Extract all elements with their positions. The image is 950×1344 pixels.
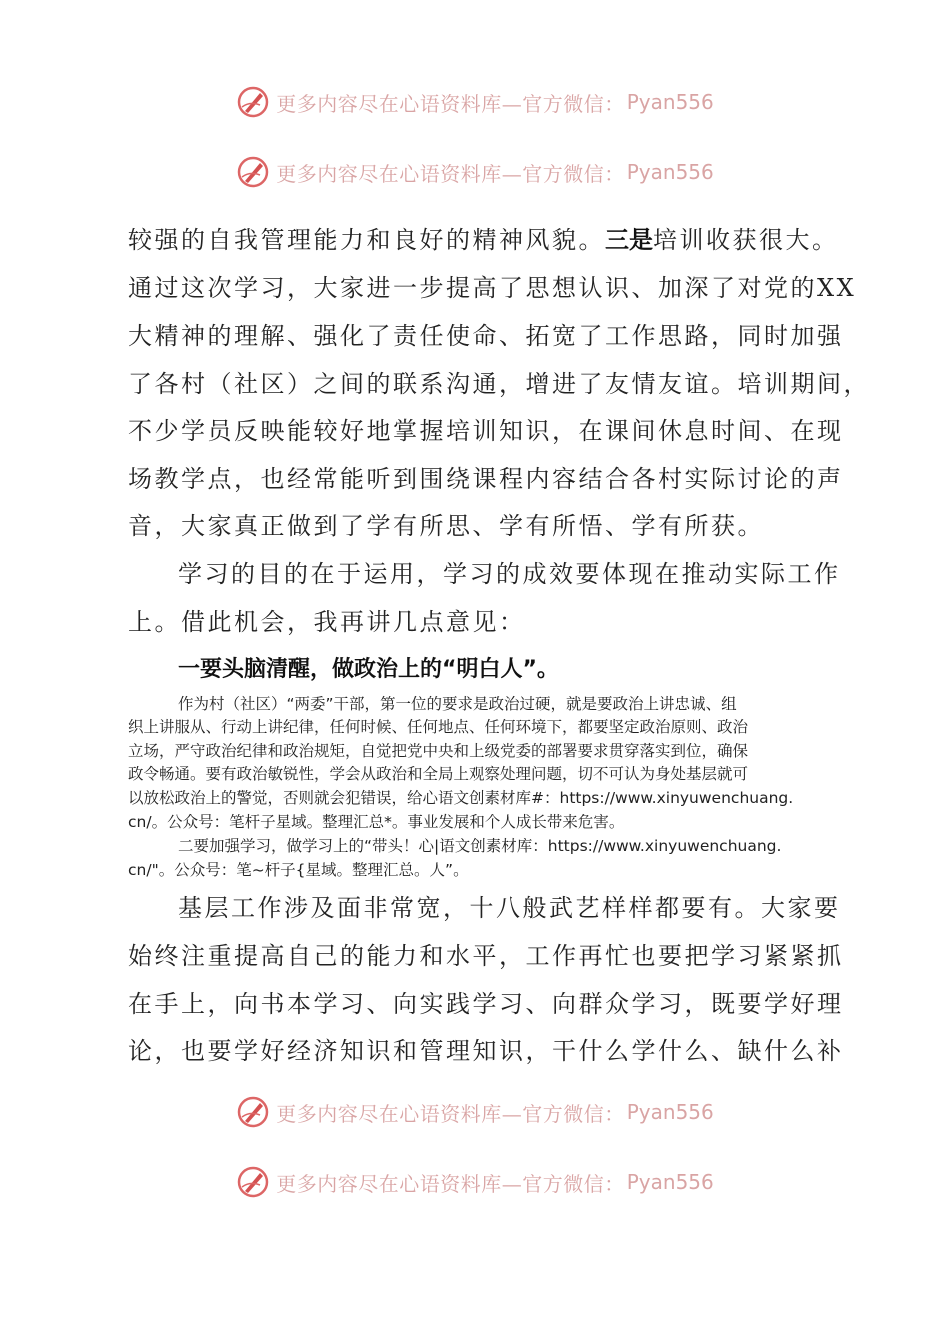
para1-line6: 场教学点，也经常能听到围绕课程内容结合各村实际讨论的声 [128, 465, 844, 493]
pen-logo-icon [236, 1095, 270, 1129]
small-line5: 以放松政治上的警觉，否则就会犯错误，给心语文创素材库#：https://www.xinyuwenchuang. [128, 789, 794, 807]
small-line8: cn/"。公众号：笔~杆子{星域。整理汇总。人”。 [128, 861, 469, 879]
para2-line2: 上。借此机会，我再讲几点意见： [128, 608, 526, 636]
para1-line5: 不少学员反映能较好地掌握培训知识，在课间休息时间、在现 [128, 417, 844, 445]
para3-line1: 基层工作涉及面非常宽，十八般武艺样样都要有。大家要 [178, 894, 841, 922]
watermark-wechat-id: Pyan556 [626, 160, 714, 184]
pen-logo-icon [236, 1165, 270, 1199]
watermark-text: 更多内容尽在心语资料库—官方微信： [276, 91, 625, 116]
watermark-text: 更多内容尽在心语资料库—官方微信： [276, 1101, 625, 1126]
para3-line2: 始终注重提高自己的能力和水平，工作再忙也要把学习紧紧抓 [128, 942, 844, 970]
small-line1: 作为村（社区）“两委”干部，第一位的要求是政治过硬，就是要政治上讲忠诚、组 [178, 695, 737, 713]
small-line2: 织上讲服从、行动上讲纪律，任何时候、任何地点、任何环境下，都要坚定政治原则、政治 [128, 718, 749, 736]
para1-line7: 音，大家真正做到了学有所思、学有所悟、学有所获。 [128, 512, 764, 540]
watermark-bottom-2 [0, 1162, 950, 1202]
para3-line3: 在手上，向书本学习、向实践学习、向群众学习，既要学好理 [128, 990, 844, 1018]
small-line7: 二要加强学习，做学习上的“带头！心|语文创素材库：https://www.xinyuwenchuang. [178, 837, 782, 855]
watermark-bottom-1 [0, 1092, 950, 1132]
pen-logo-icon [236, 85, 270, 119]
watermark-top-1 [0, 82, 950, 122]
section-heading: 一要头脑清醒，做政治上的“明白人”。 [178, 657, 559, 682]
small-line6: cn/。公众号：笔杆子星域。整理汇总*。事业发展和个人成长带来危害。 [128, 813, 625, 831]
watermark-wechat-id: Pyan556 [626, 90, 714, 114]
pen-logo-icon [236, 155, 270, 189]
watermark-wechat-id: Pyan556 [626, 1170, 714, 1194]
small-line3: 立场，严守政治纪律和政治规矩，自觉把党中央和上级党委的部署要求贯穿落实到位，确保 [128, 742, 749, 760]
watermark-text: 更多内容尽在心语资料库—官方微信： [276, 161, 625, 186]
small-line4: 政令畅通。要有政治敏锐性，学会从政治和全局上观察处理问题，切不可认为身处基层就可 [128, 765, 749, 783]
para1-line2: 通过这次学习，大家进一步提高了思想认识、加深了对党的XX [128, 274, 857, 302]
watermark-top-2 [0, 152, 950, 192]
para1-line4: 了各村（社区）之间的联系沟通，增进了友情友谊。培训期间， [128, 370, 870, 398]
para3-line4: 论，也要学好经济知识和管理知识，干什么学什么、缺什么补 [128, 1037, 844, 1065]
para1-line3: 大精神的理解、强化了责任使命、拓宽了工作思路，同时加强 [128, 322, 844, 350]
para2-line1: 学习的目的在于运用，学习的成效要体现在推动实际工作 [178, 560, 841, 588]
para1-line1: 较强的自我管理能力和良好的精神风貌。三是培训收获很大。 [128, 226, 839, 254]
watermark-wechat-id: Pyan556 [626, 1100, 714, 1124]
bold-marker: 三是 [605, 226, 653, 254]
watermark-text: 更多内容尽在心语资料库—官方微信： [276, 1171, 625, 1196]
